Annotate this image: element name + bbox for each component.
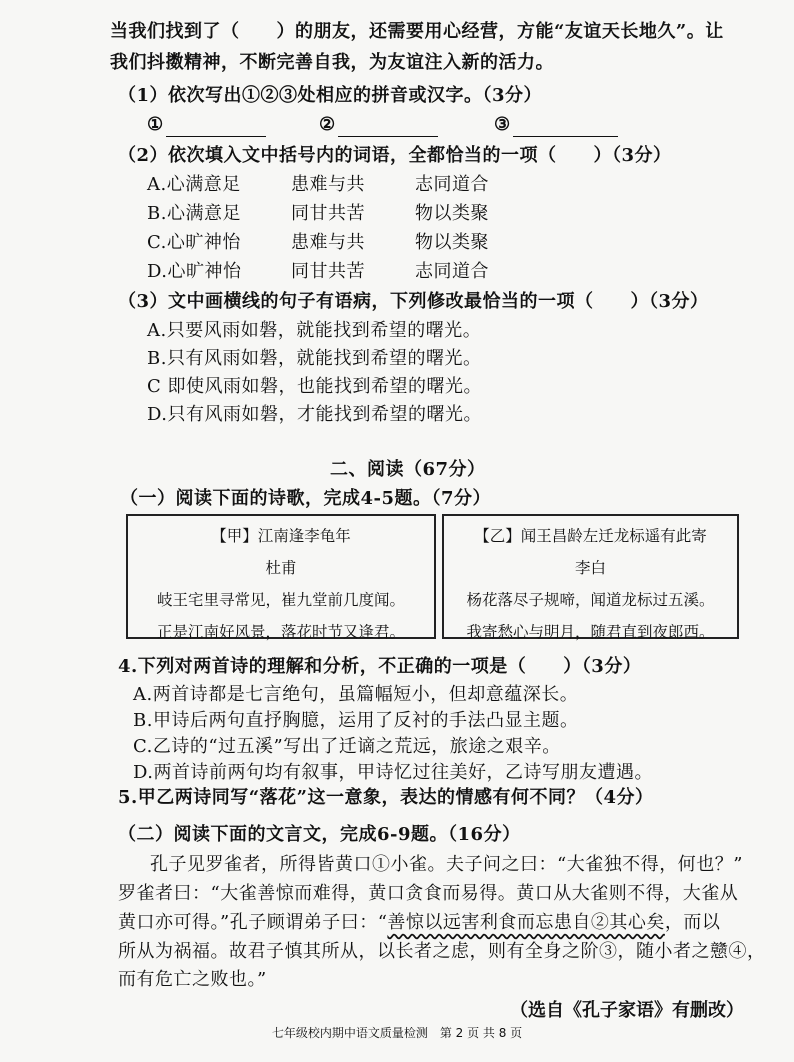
option-label: B.心满意足	[147, 203, 241, 224]
option-word-2: 患难与共	[291, 174, 365, 195]
q1-blank-1[interactable]: ①	[147, 113, 266, 137]
option-label: C.心旷神怡	[147, 232, 241, 253]
poem-b-title: 【乙】闻王昌龄左迁龙标遥有此寄	[474, 527, 707, 545]
q4-option-d[interactable]: D.两首诗前两句均有叙事，甲诗忆过往美好，乙诗写朋友遭遇。	[133, 762, 654, 783]
q5-prompt: 5.甲乙两诗同写“落花”这一意象，表达的情感有何不同？（4分）	[118, 787, 654, 808]
option-word-2: 患难与共	[291, 232, 365, 253]
q1-blank-2[interactable]: ②	[319, 113, 438, 137]
option-word-3: 物以类聚	[415, 232, 489, 253]
q3-prompt: （3）文中画横线的句子有语病，下列修改最恰当的一项（ ）（3分）	[118, 291, 709, 312]
part1-title: （一）阅读下面的诗歌，完成4-5题。（7分）	[120, 488, 492, 509]
option-word-2: 同甘共苦	[291, 203, 365, 224]
marked-sentence: 善惊以远害利食而忘患自②其心矣	[387, 912, 665, 933]
option-word-3: 物以类聚	[415, 203, 489, 224]
passage-line-5: 而有危亡之败也。”	[118, 969, 267, 990]
option-word-3: 志同道合	[415, 174, 489, 195]
q3-option-b[interactable]: B.只有风雨如磐，就能找到希望的曙光。	[147, 348, 482, 369]
poem-a-title: 【甲】江南逢李龟年	[211, 527, 351, 545]
option-label: A.心满意足	[147, 174, 241, 195]
poem-box-b	[442, 514, 739, 639]
q4-option-b[interactable]: B.甲诗后两句直抒胸臆，运用了反衬的手法凸显主题。	[133, 710, 579, 731]
option-word-3: 志同道合	[415, 261, 489, 282]
poem-a-line-2: 正是江南好风景，落花时节又逢君。	[156, 623, 405, 641]
passage-line-4: 所从为祸福。故君子慎其所从，以长者之虑，则有全身之阶③，随小者之戆④，	[118, 941, 766, 962]
passage-line-3c: ，而以	[664, 912, 721, 933]
q1-prompt: （1）依次写出①②③处相应的拼音或汉字。（3分）	[118, 85, 543, 106]
page-footer: 七年级校内期中语文质量检测 第 2 页 共 8 页	[271, 1026, 523, 1040]
q3-option-a[interactable]: A.只要风雨如磐，就能找到希望的曙光。	[147, 320, 482, 341]
q3-option-d[interactable]: D.只有风雨如磐，才能找到希望的曙光。	[147, 404, 483, 425]
option-word-2: 同甘共苦	[291, 261, 365, 282]
intro-line-1: 当我们找到了（ ）的朋友，还需要用心经营，方能“友谊天长地久”。让	[110, 21, 724, 42]
passage-line-1: 孔子见罗雀者，所得皆黄口①小雀。夫子问之曰：“大雀独不得，何也？”	[150, 854, 743, 875]
passage-line-2: 罗雀者曰：“大雀善惊而难得，黄口贪食而易得。黄口从大雀则不得，大雀从	[118, 883, 739, 904]
passage-line-3	[118, 911, 720, 935]
q1-blank-3[interactable]: ③	[494, 113, 618, 137]
part2-title: （二）阅读下面的文言文，完成6-9题。（16分）	[118, 824, 521, 845]
option-label: D.心旷神怡	[147, 261, 242, 282]
poem-b-author: 李白	[574, 559, 606, 577]
poem-a-author: 杜甫	[265, 559, 297, 577]
q4-option-c[interactable]: C.乙诗的“过五溪”写出了迁谪之荒远，旅途之艰辛。	[133, 736, 561, 757]
intro-line-2: 我们抖擞精神，不断完善自我，为友谊注入新的活力。	[110, 52, 554, 73]
q4-option-a[interactable]: A.两首诗都是七言绝句，虽篇幅短小，但却意蕴深长。	[133, 684, 579, 705]
section-title: 二、阅读（67分）	[330, 459, 486, 480]
poem-box-a	[126, 514, 436, 639]
q4-prompt: 4.下列对两首诗的理解和分析，不正确的一项是（ ）（3分）	[118, 656, 642, 677]
passage-line-3a: 黄口亦可得。”孔子顾谓弟子曰：“	[118, 912, 388, 933]
poem-b-line-2: 我寄愁心与明月，随君直到夜郎西。	[466, 623, 715, 641]
poem-a-line-1: 岐王宅里寻常见，崔九堂前几度闻。	[156, 591, 405, 609]
source-citation: （选自《孔子家语》有删改）	[510, 1000, 744, 1021]
q2-prompt: （2）依次填入文中括号内的词语，全都恰当的一项（ ）（3分）	[118, 145, 672, 166]
poem-b-line-1: 杨花落尽子规啼，闻道龙标过五溪。	[466, 591, 715, 609]
q3-option-c[interactable]: C 即使风雨如磐，也能找到希望的曙光。	[147, 376, 482, 397]
